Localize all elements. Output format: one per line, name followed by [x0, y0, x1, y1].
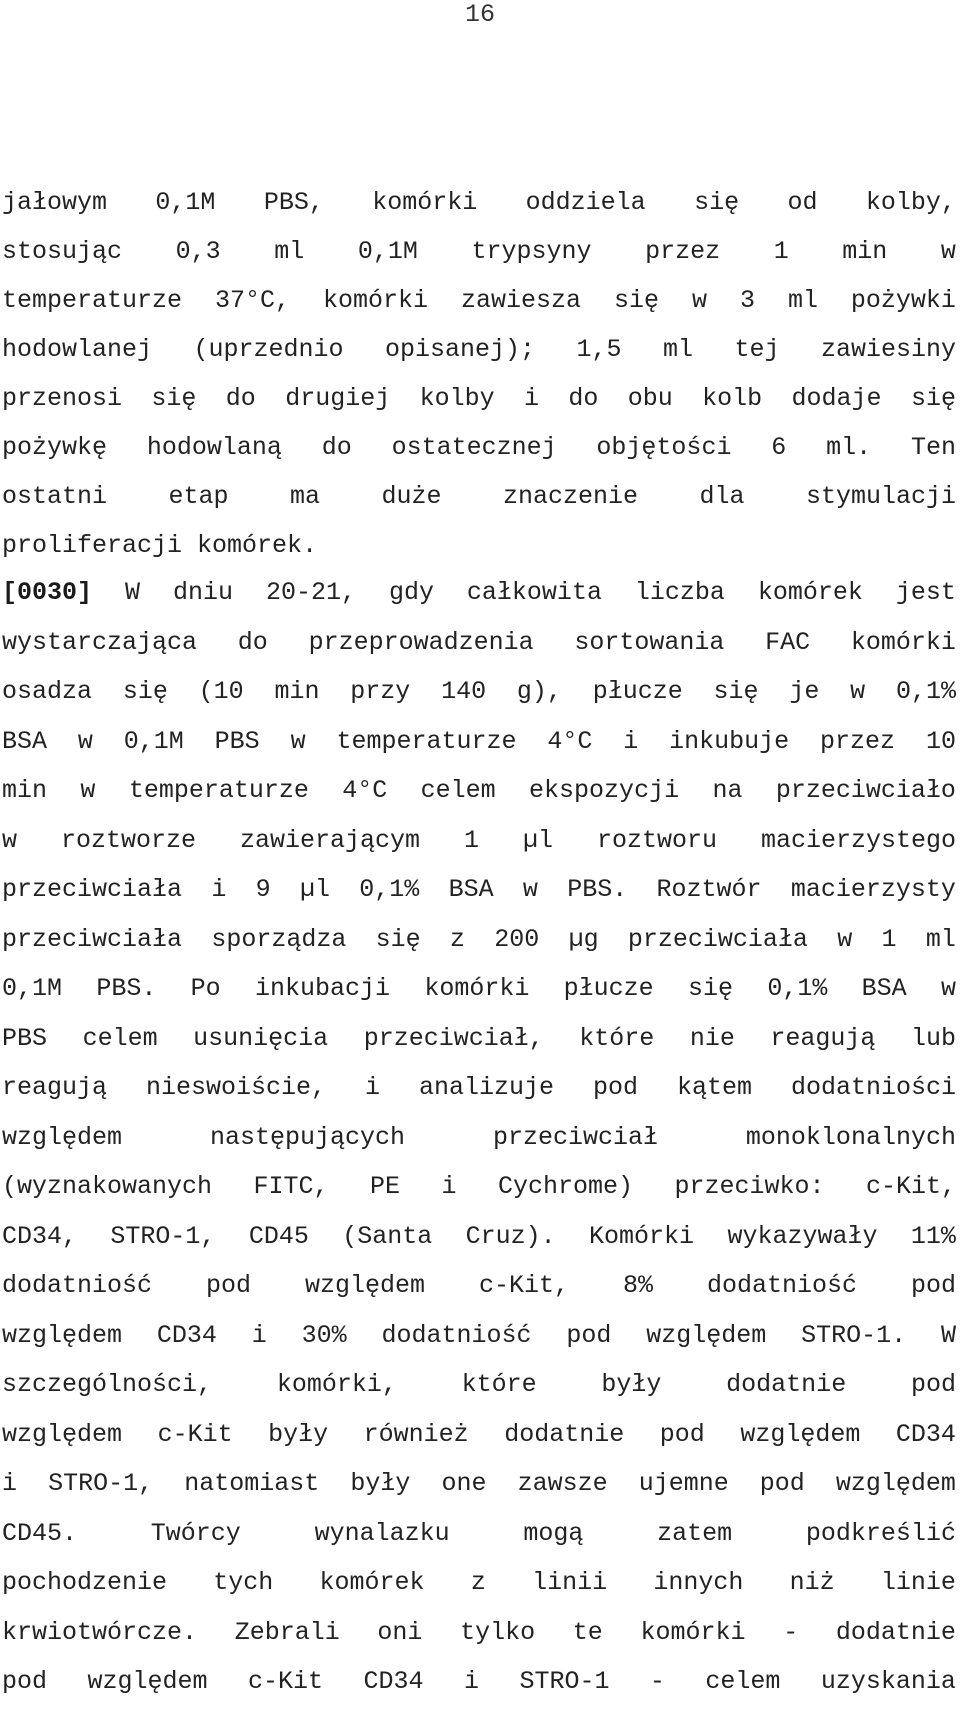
- word: 1: [773, 237, 789, 266]
- word: względem: [304, 1271, 426, 1300]
- word: wystarczająca: [2, 627, 198, 657]
- word: macierzystego: [760, 825, 956, 855]
- word: 0,1%: [767, 974, 828, 1003]
- word: min: [842, 237, 888, 266]
- word: sporządza: [211, 924, 347, 954]
- word: w: [691, 286, 707, 315]
- word: pożywki: [850, 286, 956, 315]
- word: w: [77, 726, 93, 756]
- text-line: [2, 1063, 956, 1113]
- word: 8%: [622, 1271, 653, 1300]
- word: pod: [2, 1667, 48, 1696]
- word: 1: [463, 825, 479, 855]
- text-line: [2, 472, 956, 521]
- text-line: [2, 915, 956, 965]
- word: zatem: [657, 1518, 733, 1548]
- word: zawierającym: [239, 825, 421, 855]
- word: zawiesza: [460, 286, 582, 315]
- word: znaczenie: [502, 482, 638, 511]
- word: i: [463, 1667, 479, 1696]
- text-line: [2, 1261, 956, 1311]
- word: ostatni: [2, 482, 108, 511]
- word: -: [783, 1617, 799, 1647]
- word: PBS: [2, 1023, 48, 1053]
- word: oni: [377, 1617, 423, 1647]
- word: reagują: [770, 1023, 876, 1053]
- text-line: [2, 521, 956, 570]
- word: celem: [705, 1667, 781, 1696]
- word: c-Kit: [247, 1667, 323, 1696]
- page-number: 16: [464, 0, 495, 29]
- word: CD45: [248, 1221, 309, 1251]
- word: pod: [659, 1419, 705, 1449]
- word: względem: [2, 1419, 123, 1449]
- word: linie: [880, 1568, 956, 1597]
- text-line: [2, 667, 956, 717]
- word: dodatnie: [726, 1370, 847, 1399]
- word: FITC,: [253, 1172, 329, 1201]
- word: w: [2, 825, 18, 855]
- word: do: [225, 384, 256, 413]
- word: komórki: [372, 188, 478, 217]
- word: 37°C,: [215, 286, 291, 315]
- word: komórek: [319, 1568, 425, 1597]
- word: natomiast: [184, 1469, 320, 1498]
- word: gdy: [388, 578, 434, 607]
- word: przeciwciało: [775, 776, 956, 805]
- text-line: [2, 227, 956, 276]
- word: W: [124, 578, 140, 607]
- word: przy: [350, 677, 411, 706]
- word: 4°C: [342, 776, 388, 805]
- word: tych: [213, 1568, 274, 1597]
- word: do: [321, 433, 352, 462]
- word: 9: [255, 875, 271, 904]
- word: ma: [289, 482, 320, 511]
- word: inkubacji: [254, 974, 391, 1003]
- word: pod: [759, 1469, 805, 1498]
- word: względem: [835, 1469, 956, 1498]
- word: dodatnie: [835, 1617, 956, 1647]
- word: BSA: [2, 726, 48, 756]
- word: zawiesiny: [820, 335, 956, 364]
- word: się: [694, 188, 740, 217]
- word: reagują: [2, 1073, 108, 1102]
- word: które: [461, 1370, 537, 1399]
- word: 0,1%: [895, 677, 956, 706]
- word: na: [712, 776, 743, 805]
- text-line: [2, 276, 956, 325]
- word: 0,3: [175, 237, 221, 266]
- word: analizuje: [418, 1073, 555, 1102]
- text-line: [2, 325, 956, 374]
- word: z: [449, 924, 465, 954]
- word: macierzysty: [790, 875, 956, 904]
- word: monoklonalnych: [745, 1122, 956, 1152]
- word: komórki: [424, 974, 530, 1003]
- word: również: [363, 1419, 469, 1449]
- word: oddziela: [525, 188, 646, 217]
- word: 30%: [301, 1320, 347, 1350]
- word: 1,5: [576, 335, 622, 364]
- word: min: [2, 776, 48, 805]
- word: one: [441, 1469, 487, 1498]
- word: i: [441, 1172, 457, 1201]
- word: tej: [734, 335, 780, 364]
- word: przeciwciał,: [363, 1023, 544, 1053]
- word: były: [601, 1370, 662, 1399]
- word: 0,1M: [357, 237, 418, 266]
- word: min: [274, 677, 320, 706]
- word: te: [572, 1617, 603, 1647]
- word: ujemne: [638, 1469, 729, 1498]
- word: i: [523, 384, 539, 413]
- word: kątem: [676, 1073, 752, 1102]
- word: hodowlaną: [146, 433, 282, 462]
- word: od: [787, 188, 818, 217]
- paragraph-number: [0030]: [2, 578, 93, 607]
- word: PBS.: [96, 974, 157, 1003]
- word: przeciwciała: [2, 924, 183, 954]
- word: przez: [820, 726, 896, 756]
- word: w: [837, 924, 853, 954]
- word: przeciwciała: [627, 924, 808, 954]
- text-line: [2, 1212, 956, 1262]
- word: pochodzenie: [2, 1568, 168, 1597]
- word: liczba: [634, 578, 725, 607]
- word: do: [237, 627, 268, 657]
- word: 4°C: [547, 726, 593, 756]
- word: objętości: [596, 433, 732, 462]
- word: (uprzednio: [193, 335, 344, 364]
- word: się: [910, 384, 956, 413]
- word: ml: [925, 924, 956, 954]
- word: się: [151, 384, 197, 413]
- word: następujących: [209, 1122, 406, 1152]
- word: dodaje: [791, 384, 882, 413]
- word: pod: [910, 1370, 956, 1399]
- word: celem: [420, 776, 496, 805]
- text-line: [2, 1459, 956, 1509]
- word: CD34: [363, 1667, 424, 1696]
- word: pożywkę: [2, 433, 108, 462]
- word: w: [850, 677, 866, 706]
- word: przez: [645, 237, 721, 266]
- word: 0,1M: [123, 726, 184, 756]
- word: opisanej);: [385, 335, 536, 364]
- word: µl: [299, 875, 330, 904]
- word: dodatnie: [504, 1419, 625, 1449]
- text-line: [2, 178, 956, 227]
- word: PBS: [214, 726, 260, 756]
- word: tylko: [460, 1617, 536, 1647]
- word: etap: [168, 482, 229, 511]
- word: usunięcia: [193, 1023, 329, 1053]
- word: 1: [881, 924, 897, 954]
- word: PE: [370, 1172, 401, 1201]
- word: względem: [2, 1122, 123, 1152]
- word: BSA: [861, 974, 907, 1003]
- paragraph-0030: [2, 568, 956, 1707]
- word: się: [613, 286, 659, 315]
- word: i: [623, 726, 639, 756]
- word: komórki: [322, 286, 429, 315]
- word: kolby: [419, 384, 495, 413]
- word: sortowania: [574, 627, 725, 657]
- word: 0,1%: [359, 875, 420, 904]
- text-line: [2, 1608, 956, 1658]
- word: w: [290, 726, 306, 756]
- word: ml: [787, 286, 818, 315]
- word: w: [80, 776, 96, 805]
- word: 140: [441, 677, 487, 706]
- word: temperaturze: [128, 776, 309, 805]
- text-line: [2, 1113, 956, 1163]
- word: Twórcy: [150, 1518, 241, 1548]
- text-line: [2, 1657, 956, 1707]
- word: je: [789, 677, 820, 706]
- word: CD34: [156, 1320, 217, 1350]
- word: ml.: [826, 433, 872, 462]
- word: się: [122, 677, 168, 706]
- word: hodowlanej: [2, 335, 153, 364]
- word: roztworu: [596, 825, 717, 855]
- word: lub: [910, 1023, 956, 1053]
- text-line: [2, 423, 956, 472]
- word: zawsze: [517, 1469, 608, 1498]
- word: 20-21,: [265, 578, 356, 607]
- word: w: [522, 875, 538, 904]
- word: µl: [522, 825, 553, 855]
- word: c-Kit,: [478, 1271, 569, 1300]
- word: do: [568, 384, 599, 413]
- word: celem: [82, 1023, 158, 1053]
- word: jest: [895, 578, 956, 607]
- text-line: [2, 618, 956, 668]
- word: 3: [739, 286, 755, 315]
- word: niż: [789, 1568, 835, 1597]
- word: komórek: [757, 578, 863, 607]
- word: µg: [568, 924, 599, 954]
- word: uzyskania: [820, 1667, 956, 1696]
- word: wykazywały: [727, 1221, 878, 1251]
- word: PBS,: [263, 188, 324, 217]
- continued-paragraph: [2, 178, 956, 570]
- word: względem: [740, 1419, 861, 1449]
- word: podkreślić: [805, 1518, 956, 1548]
- text-line: [2, 717, 956, 767]
- word: kolby,: [865, 188, 956, 217]
- word: dodatniość: [706, 1271, 857, 1300]
- text-line: [2, 964, 956, 1014]
- word: komórki: [850, 627, 956, 657]
- word: temperaturze: [336, 726, 517, 756]
- word: pod: [592, 1073, 638, 1102]
- text-line: [2, 1410, 956, 1460]
- word: mogą: [523, 1518, 584, 1548]
- word: (10: [198, 677, 244, 706]
- text-line: [2, 568, 956, 618]
- word: Cruz).: [465, 1221, 556, 1251]
- word: ml: [274, 237, 305, 266]
- word: dla: [699, 482, 745, 511]
- word: stosując: [2, 237, 123, 266]
- word: pod: [910, 1271, 956, 1300]
- word: Komórki: [589, 1221, 695, 1251]
- word: przeciwciała: [2, 875, 183, 904]
- word: względem: [2, 1320, 123, 1350]
- word: (Santa: [342, 1221, 433, 1251]
- word: drugiej: [285, 384, 391, 413]
- text-line: [2, 1558, 956, 1608]
- word: jałowym: [2, 188, 108, 217]
- word: CD45.: [2, 1518, 78, 1548]
- word: STRO-1,: [110, 1221, 216, 1251]
- word: płucze: [592, 677, 683, 706]
- word: -: [649, 1667, 665, 1696]
- word: dodatniości: [790, 1073, 956, 1102]
- word: ml: [662, 335, 693, 364]
- word: były: [350, 1469, 411, 1498]
- word: temperaturze: [2, 286, 183, 315]
- word: dniu: [172, 578, 233, 607]
- text-line: [2, 816, 956, 866]
- word: proliferacji: [2, 531, 183, 560]
- word: były: [268, 1419, 329, 1449]
- word: komórki,: [276, 1370, 397, 1399]
- text-line: [2, 1509, 956, 1559]
- word: c-Kit: [157, 1419, 233, 1449]
- word: STRO-1,: [48, 1469, 154, 1498]
- word: i: [251, 1320, 267, 1350]
- word: które: [579, 1023, 655, 1053]
- word: PBS.: [567, 875, 628, 904]
- word: w: [940, 237, 956, 266]
- word: pod: [206, 1271, 252, 1300]
- word: Zebrali: [234, 1617, 340, 1647]
- word: 200: [494, 924, 540, 954]
- word: przenosi: [2, 384, 123, 413]
- word: c-Kit,: [865, 1172, 956, 1201]
- word: g),: [516, 677, 562, 706]
- word: z: [470, 1568, 486, 1597]
- word: W: [940, 1320, 956, 1350]
- word: 0,1M: [155, 188, 216, 217]
- word: CD34,: [2, 1221, 78, 1251]
- word: płucze: [563, 974, 654, 1003]
- word: 0,1M: [2, 974, 63, 1003]
- word: w: [940, 974, 956, 1003]
- word: dodatniość: [381, 1320, 532, 1350]
- word: się: [375, 924, 421, 954]
- text-line: [2, 1311, 956, 1361]
- word: BSA: [448, 875, 494, 904]
- word: względem: [646, 1320, 767, 1350]
- text-line: [2, 1162, 956, 1212]
- word: ekspozycji: [529, 776, 680, 805]
- word: obu: [627, 384, 673, 413]
- word: inkubuje: [669, 726, 790, 756]
- word: i: [2, 1469, 18, 1498]
- word: stymulacji: [805, 482, 956, 511]
- word: osadza: [2, 677, 93, 706]
- word: Ten: [910, 433, 956, 462]
- text-line: [2, 766, 956, 816]
- word: komórek.: [197, 531, 318, 560]
- word: dodatniość: [2, 1271, 153, 1300]
- text-line: [2, 1014, 956, 1064]
- word: przeciwciał: [492, 1122, 658, 1152]
- word: STRO-1.: [801, 1320, 907, 1350]
- word: FAC: [765, 627, 811, 657]
- word: nieswoiście,: [146, 1073, 327, 1102]
- word: komórki: [640, 1617, 746, 1647]
- text-line: [2, 865, 956, 915]
- word: pod: [566, 1320, 612, 1350]
- word: ostatecznej: [391, 433, 557, 462]
- word: całkowita: [466, 578, 602, 607]
- word: Roztwór: [656, 875, 762, 904]
- word: i: [211, 875, 227, 904]
- word: się: [713, 677, 759, 706]
- word: szczególności,: [2, 1370, 213, 1399]
- word: się: [688, 974, 734, 1003]
- word: 6: [771, 433, 787, 462]
- word: roztworze: [60, 825, 197, 855]
- text-line: [2, 374, 956, 423]
- word: 11%: [910, 1221, 956, 1251]
- word: wynalazku: [314, 1518, 450, 1548]
- word: Cychrome): [497, 1172, 633, 1201]
- word: przeprowadzenia: [308, 627, 534, 657]
- word: trypsyny: [471, 237, 592, 266]
- word: STRO-1: [519, 1667, 610, 1696]
- word: innych: [653, 1568, 744, 1597]
- word: duże: [381, 482, 442, 511]
- word: CD34: [895, 1419, 956, 1449]
- word: (wyznakowanych: [2, 1172, 213, 1201]
- word: nie: [689, 1023, 735, 1053]
- word: kolb: [702, 384, 763, 413]
- word: przeciwko:: [674, 1172, 825, 1201]
- word: i: [365, 1073, 381, 1102]
- word: krwiotwórcze.: [2, 1617, 198, 1647]
- word: względem: [87, 1667, 208, 1696]
- word: Po: [190, 974, 221, 1003]
- word: linii: [532, 1568, 608, 1597]
- text-line: [2, 1360, 956, 1410]
- word: 10: [925, 726, 956, 756]
